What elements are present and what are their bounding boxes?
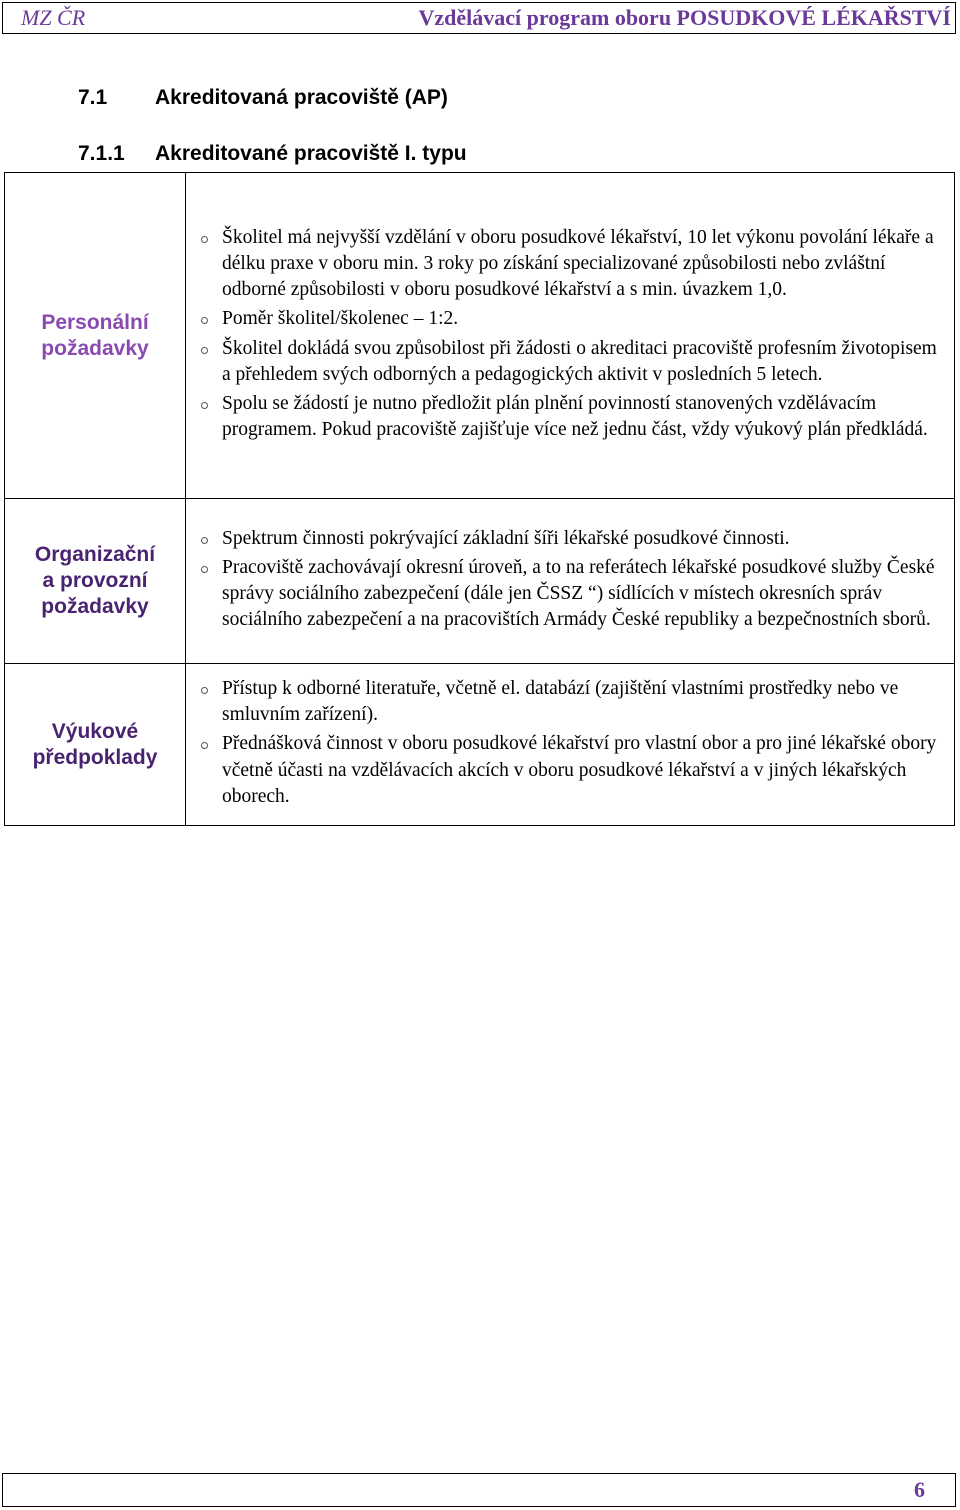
section-number: 7.1 xyxy=(78,86,108,109)
header-left: MZ ČR xyxy=(21,5,86,30)
list-item: Školitel má nejvyšší vzdělání v oboru posudkové lékařství, 10 let výkonu povolání lékaře a délku praxe v oboru min. 3 roky po získání specializované způsobilosti nebo zvláštní odborné způsobilosti v oboru posudkové lékařství a s min. úvazkem 1,0. xyxy=(192,225,942,304)
page-header xyxy=(2,2,956,34)
table-row xyxy=(5,499,955,664)
category-cell xyxy=(5,664,186,826)
bullet-icon xyxy=(201,566,208,573)
category-cell xyxy=(5,499,186,664)
list-item: Pracoviště zachovávají okresní úroveň, a to na referátech lékařské posudkové služby České správy sociálního zabezpečení (dále jen ČSSZ “) sídlících v místech okresních správ sociálního zabezpečení a na pracovištích Armády České republiky a bezpečnostních sborů. xyxy=(192,555,942,634)
list-item: Poměr školitel/školenec – 1:2. xyxy=(192,306,942,332)
bullet-icon xyxy=(201,347,208,354)
items-cell xyxy=(186,499,955,664)
bullet-icon xyxy=(201,537,208,544)
list-item: Přednášková činnost v oboru posudkové lékařství pro vlastní obor a pro jiné lékařské obory včetně účasti na vzdělávacích akcích v oboru posudkové lékařství a v jiných lékařských oborech. xyxy=(192,731,942,810)
category-line: Výukové xyxy=(51,719,139,743)
subsection-number: 7.1.1 xyxy=(78,142,125,165)
bullet-icon xyxy=(201,236,208,243)
category-cell xyxy=(5,173,186,499)
category-line: požadavky xyxy=(41,595,149,618)
subsection-title: Akreditované pracoviště I. typu xyxy=(155,142,467,165)
category-line: Personální xyxy=(41,310,149,334)
list-item: Spolu se žádostí je nutno předložit plán plnění povinností stanovených vzdělávacím programem. Pokud pracoviště zajišťuje více než jednu část, vždy výukový plán předkládá. xyxy=(192,391,942,443)
bullet-icon xyxy=(201,402,208,409)
page-footer xyxy=(2,1473,956,1507)
subsection-heading xyxy=(78,142,467,166)
section-title: Akreditovaná pracoviště (AP) xyxy=(155,86,448,109)
items-cell xyxy=(186,173,955,499)
category-line: předpoklady xyxy=(32,745,158,769)
page-number: 6 xyxy=(914,1477,925,1502)
list-item: Školitel dokládá svou způsobilost při žádosti o akreditaci pracoviště profesním životopisem a přehledem svých odborných a pedagogických aktivit v posledních 5 letech. xyxy=(192,336,942,388)
bullet-icon xyxy=(201,317,208,324)
bullet-icon xyxy=(201,687,208,694)
list-item: Spektrum činnosti pokrývající základní šíři lékařské posudkové činnosti. xyxy=(192,526,942,552)
requirements-table xyxy=(4,172,955,826)
category-line: a provozní xyxy=(42,569,148,592)
items-cell xyxy=(186,664,955,826)
table-row xyxy=(5,173,955,499)
section-heading xyxy=(78,86,448,110)
category-line: požadavky xyxy=(41,336,149,360)
header-title: Vzdělávací program oboru POSUDKOVÉ LÉKAŘSTVÍ xyxy=(418,5,951,30)
list-item: Přístup k odborné literatuře, včetně el. databází (zajištění vlastními prostředky nebo ve smluvním zařízení). xyxy=(192,676,942,728)
category-line: Organizační xyxy=(34,543,156,566)
bullet-icon xyxy=(201,742,208,749)
table-row xyxy=(5,664,955,826)
